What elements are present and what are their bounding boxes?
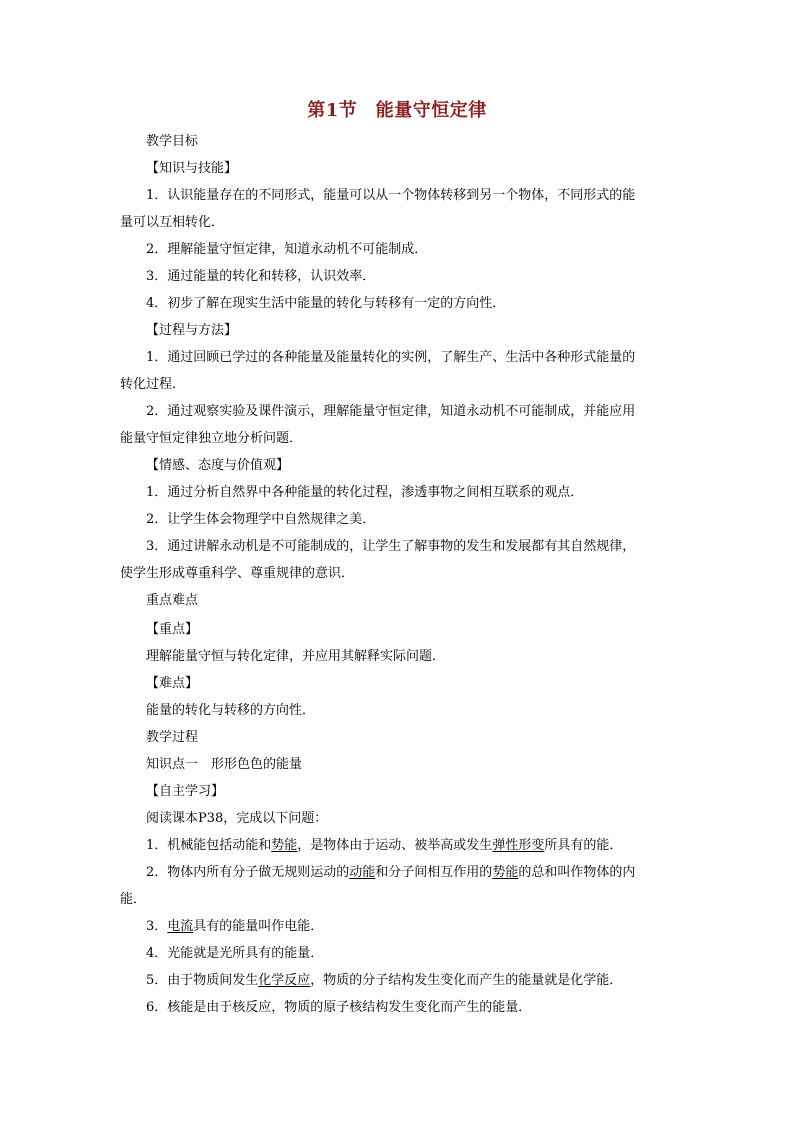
answer-blank: 势能 (492, 865, 519, 880)
paragraph-line: 量可以互相转化． (120, 215, 225, 230)
paragraph-line: 2．通过观察实验及课件演示，理解能量守恒定律，知道永动机不可能制成，并能应用 (146, 404, 636, 419)
answer-blank: 弹性形变 (492, 838, 545, 853)
paragraph-line: 3．通过能量的转化和转移，认识效率． (146, 269, 376, 284)
subsection-heading: 【情感、态度与价值观】 (146, 458, 290, 473)
paragraph-line: 4．初步了解在现实生活中能量的转化与转移有一定的方向性． (146, 296, 506, 311)
question-3 (120, 918, 706, 936)
paragraph-line: 能量的转化与转移的方向性． (146, 703, 316, 718)
answer-blank: 势能 (271, 838, 298, 853)
subsection-heading: 【自主学习】 (146, 784, 225, 799)
section-heading: 重点难点 (146, 593, 199, 608)
question-text: ，是物体由于运动、被举高或发生 (297, 838, 493, 853)
question-text: 1．机械能包括动能和 (146, 838, 272, 853)
paragraph-line: 能． (120, 892, 147, 907)
paragraph-line: 2．理解能量守恒定律，知道永动机不可能制成． (146, 242, 428, 257)
knowledge-point-heading: 知识点一 形形色色的能量 (146, 757, 303, 772)
question-text: 所具有的能． (544, 838, 623, 853)
subsection-heading: 【重点】 (146, 622, 199, 637)
paragraph-line: 理解能量守恒与转化定律，并应用其解释实际问题． (146, 649, 446, 664)
paragraph-line: 使学生形成尊重科学、尊重规律的意识． (120, 566, 355, 581)
question-5 (120, 972, 706, 990)
answer-blank: 化学反应 (258, 973, 311, 988)
question-4: 4．光能就是光所具有的能量． (146, 946, 324, 961)
section-heading: 教学过程 (146, 730, 199, 745)
paragraph-line: 1．认识能量存在的不同形式，能量可以从一个物体转移到另一个物体，不同形式的能 (146, 188, 636, 203)
question-1 (120, 837, 706, 855)
paragraph-line: 1．通过分析自然界中各种能量的转化过程，渗透事物之间相互联系的观点． (146, 485, 584, 500)
answer-blank: 动能 (349, 865, 376, 880)
paragraph-line: 转化过程． (120, 377, 186, 392)
subsection-heading: 【知识与技能】 (146, 161, 238, 176)
question-text: 3． (146, 919, 168, 934)
question-text: 和分子间相互作用的 (375, 865, 493, 880)
subsection-heading: 【难点】 (146, 676, 199, 691)
page-title: 第1节 能量守恒定律 (307, 100, 487, 121)
paragraph-line: 1．通过回顾已学过的各种能量及能量转化的实例，了解生产、生活中各种形式能量的 (146, 350, 636, 365)
question-2 (120, 864, 706, 882)
question-text: 2．物体内所有分子做无规则运动的 (146, 865, 350, 880)
paragraph-line: 2．让学生体会物理学中自然规律之美． (146, 512, 376, 527)
section-heading: 教学目标 (146, 134, 199, 149)
question-text: 5．由于物质间发生 (146, 973, 259, 988)
question-text: 具有的能量叫作电能． (193, 919, 324, 934)
paragraph-line: 能量守恒定律独立地分析问题． (120, 431, 303, 446)
question-text: ，物质的分子结构发生变化而产生的能量就是化学能． (310, 973, 623, 988)
paragraph-line: 阅读课本P38，完成以下问题： (146, 811, 328, 826)
answer-blank: 电流 (167, 919, 194, 934)
question-text: 的总和叫作物体的内 (518, 865, 636, 880)
question-6: 6．核能是由于核反应，物质的原子核结构发生变化而产生的能量． (146, 1000, 532, 1015)
paragraph-line: 3．通过讲解永动机是不可能制成的，让学生了解事物的发生和发展都有其自然规律， (146, 539, 636, 554)
subsection-heading: 【过程与方法】 (146, 323, 238, 338)
